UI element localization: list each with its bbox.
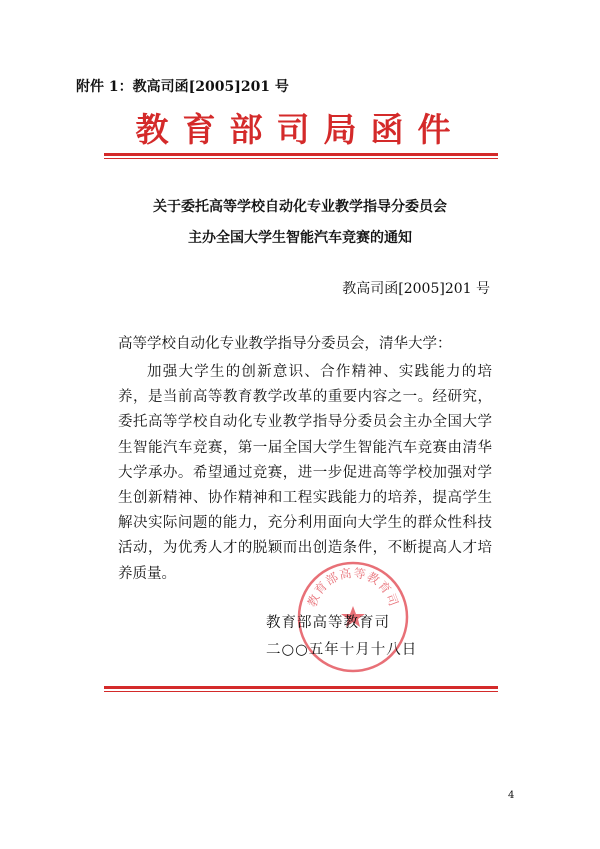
- footer-rule-thin: [104, 691, 498, 692]
- header-rule-thin: [104, 158, 498, 159]
- document-number: 教高司函[2005]201 号: [342, 281, 490, 297]
- letterhead-title: 教育部司局函件: [135, 110, 465, 149]
- footer-rule-thick: [104, 686, 498, 689]
- document-title-line2: 主办全国大学生智能汽车竞赛的通知: [188, 230, 412, 246]
- signature-date: 二○○五年十月十八日: [266, 642, 418, 658]
- document-title-line1: 关于委托高等学校自动化专业教学指导分委员会: [153, 199, 447, 215]
- attachment-label: 附件 1：教高司函[2005]201 号: [76, 79, 289, 95]
- seal-text: 教育部高等教育司: [304, 565, 402, 609]
- page-number: 4: [508, 790, 515, 801]
- header-rule-thick: [104, 153, 498, 156]
- salutation: 高等学校自动化专业教学指导分委员会，清华大学：: [118, 336, 452, 352]
- body-paragraph: 加强大学生的创新意识、合作精神、实践能力的培养，是当前高等教育教学改革的重要内容之一。经研究，委托高等学校自动化专业教学指导分委员会主办全国大学生智能汽车竞赛，第一届全国大学生智能汽车竞赛由清华大学承办。希望通过竞赛，进一步促进高等学校加强对学生创新精神、协作精神和工程实践能力的培养，提高学生解决实际问题的能力，充分利用面向大学生的群众性科技活动，为优秀人才的脱颖而出创造条件，不断提高人才培养质量。: [118, 364, 492, 582]
- signature-organization: 教育部高等教育司: [266, 615, 390, 631]
- svg-text:教育部高等教育司: [304, 565, 401, 609]
